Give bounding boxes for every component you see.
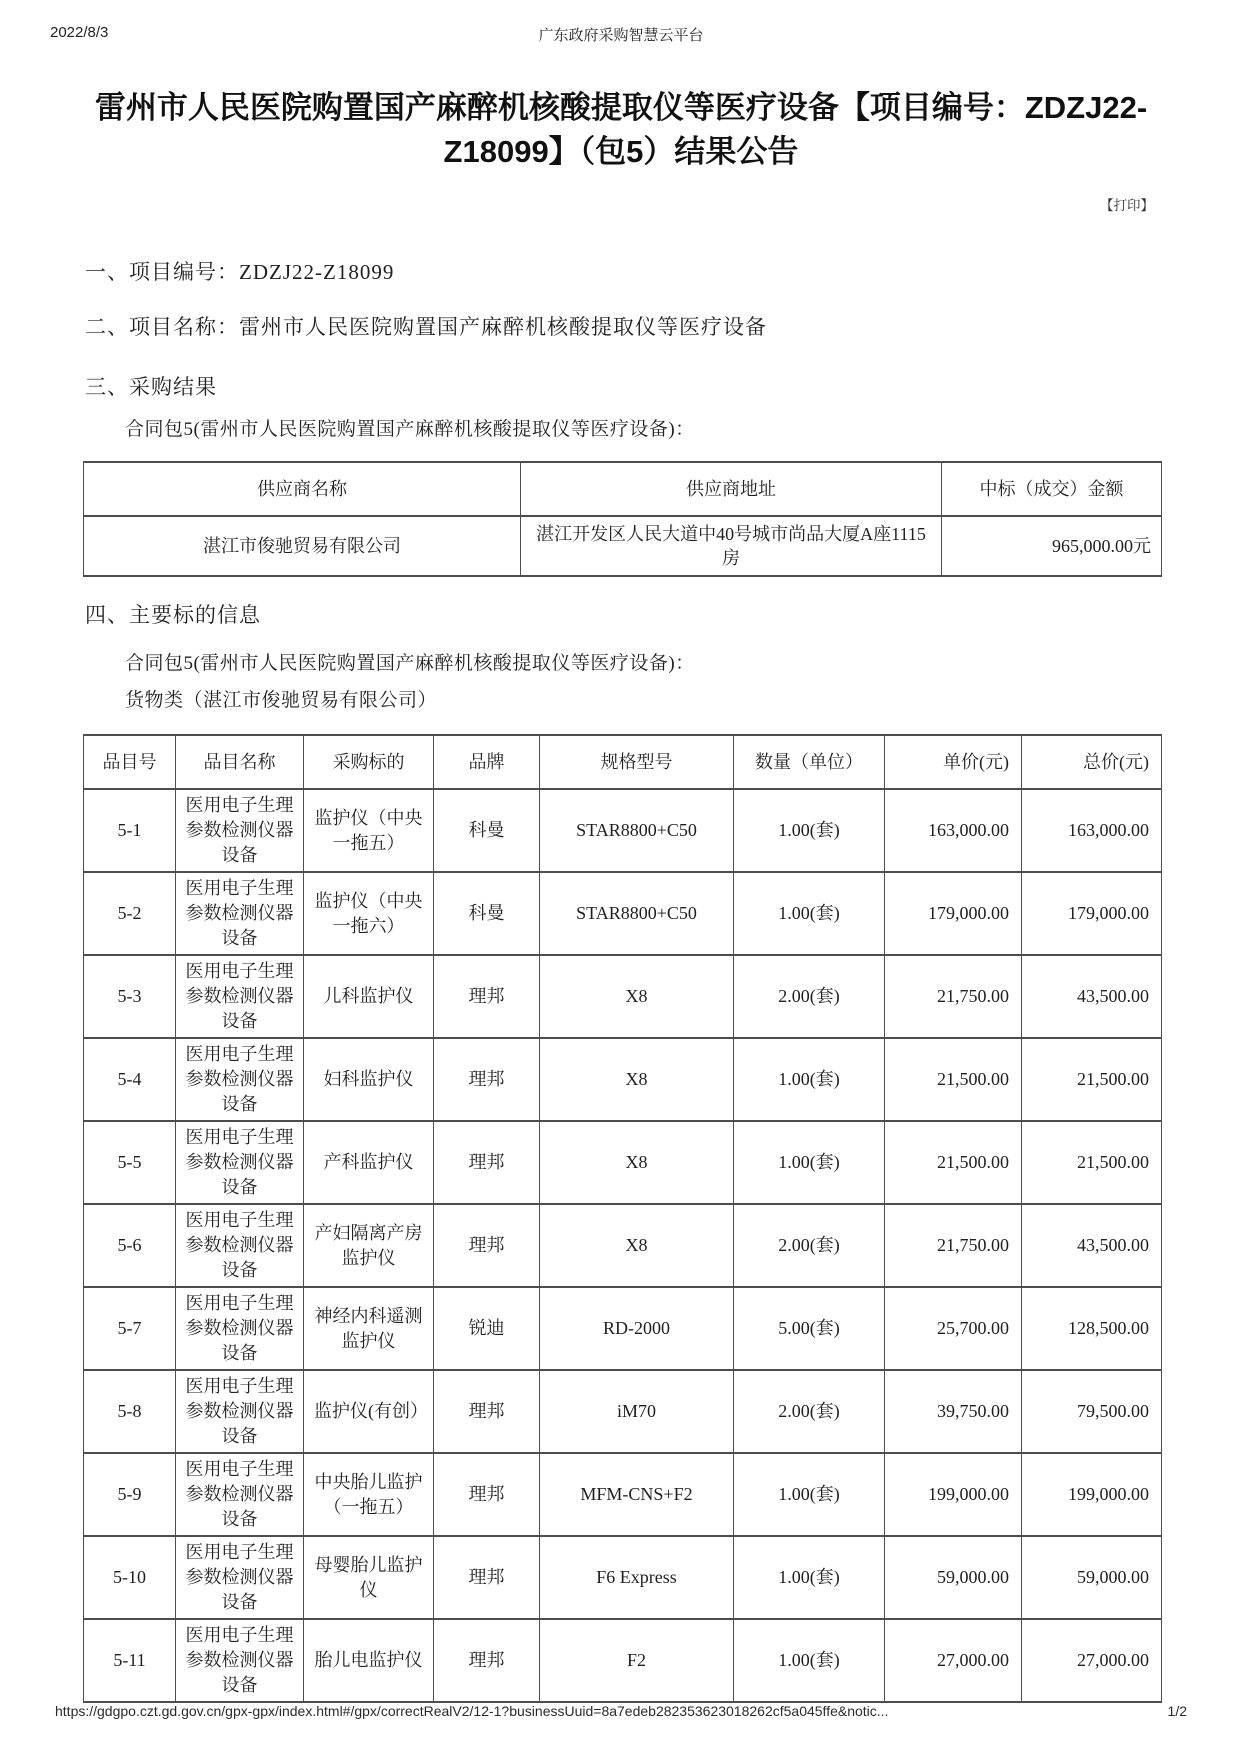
items-cell: iM70 bbox=[540, 1370, 734, 1453]
items-cell: 179,000.00 bbox=[1022, 872, 1162, 955]
items-cell: 5-8 bbox=[84, 1370, 176, 1453]
items-cell: 1.00(套) bbox=[734, 1453, 885, 1536]
page-title bbox=[0, 86, 1242, 174]
items-cell: 母婴胎儿监护仪 bbox=[304, 1536, 434, 1619]
page-indicator: 1/2 bbox=[1167, 1703, 1187, 1719]
items-cell: 27,000.00 bbox=[885, 1619, 1022, 1702]
items-cell: 43,500.00 bbox=[1022, 955, 1162, 1038]
items-cell: MFM-CNS+F2 bbox=[540, 1453, 734, 1536]
items-cell: 监护仪（中央一拖六） bbox=[304, 872, 434, 955]
items-row bbox=[84, 1370, 1162, 1453]
items-row bbox=[84, 1453, 1162, 1536]
print-footer bbox=[0, 1703, 1242, 1723]
items-cell: 1.00(套) bbox=[734, 1619, 885, 1702]
items-cell: 59,000.00 bbox=[885, 1536, 1022, 1619]
items-cell: X8 bbox=[540, 1038, 734, 1121]
items-cell: 43,500.00 bbox=[1022, 1204, 1162, 1287]
items-cell: 21,500.00 bbox=[1022, 1038, 1162, 1121]
supplier-result-column-header: 中标（成交）金额 bbox=[942, 462, 1162, 516]
items-cell: 医用电子生理参数检测仪器设备 bbox=[176, 1536, 304, 1619]
items-cell: X8 bbox=[540, 1204, 734, 1287]
supplier-result-header-row bbox=[84, 462, 1162, 516]
items-cell: 163,000.00 bbox=[885, 789, 1022, 872]
items-cell: 179,000.00 bbox=[885, 872, 1022, 955]
items-cell: 2.00(套) bbox=[734, 1204, 885, 1287]
items-cell: 医用电子生理参数检测仪器设备 bbox=[176, 789, 304, 872]
items-cell: 5-2 bbox=[84, 872, 176, 955]
items-cell: STAR8800+C50 bbox=[540, 872, 734, 955]
supplier-result-table bbox=[83, 461, 1162, 577]
items-row bbox=[84, 872, 1162, 955]
section-project-name: 二、项目名称：雷州市人民医院购置国产麻醉机核酸提取仪等医疗设备 bbox=[85, 315, 767, 339]
items-cell: 5.00(套) bbox=[734, 1287, 885, 1370]
section-procurement-result: 三、采购结果 bbox=[85, 375, 217, 399]
supplier-result-column-header: 供应商名称 bbox=[84, 462, 521, 516]
items-column-header: 采购标的 bbox=[304, 735, 434, 789]
goods-category-line: 货物类（湛江市俊驰贸易有限公司） bbox=[125, 690, 438, 711]
items-cell: 理邦 bbox=[434, 1038, 540, 1121]
items-cell: 199,000.00 bbox=[885, 1453, 1022, 1536]
items-header-row bbox=[84, 735, 1162, 789]
items-cell: 产科监护仪 bbox=[304, 1121, 434, 1204]
items-cell: 科曼 bbox=[434, 789, 540, 872]
items-cell: 1.00(套) bbox=[734, 1536, 885, 1619]
items-cell: 理邦 bbox=[434, 1453, 540, 1536]
items-column-header: 单价(元) bbox=[885, 735, 1022, 789]
items-cell: 妇科监护仪 bbox=[304, 1038, 434, 1121]
items-column-header: 品牌 bbox=[434, 735, 540, 789]
items-row bbox=[84, 1204, 1162, 1287]
items-cell: STAR8800+C50 bbox=[540, 789, 734, 872]
items-cell: 5-10 bbox=[84, 1536, 176, 1619]
items-cell: F2 bbox=[540, 1619, 734, 1702]
platform-name: 广东政府采购智慧云平台 bbox=[538, 27, 704, 44]
items-cell: 中央胎儿监护（一拖五） bbox=[304, 1453, 434, 1536]
items-cell: 1.00(套) bbox=[734, 872, 885, 955]
supplier-result-row bbox=[84, 516, 1162, 576]
items-cell: 科曼 bbox=[434, 872, 540, 955]
items-cell: 5-3 bbox=[84, 955, 176, 1038]
items-cell: 21,500.00 bbox=[885, 1121, 1022, 1204]
supplier-result-cell: 965,000.00元 bbox=[942, 516, 1162, 576]
print-button[interactable]: 【打印】 bbox=[1100, 198, 1154, 213]
items-cell: 59,000.00 bbox=[1022, 1536, 1162, 1619]
items-cell: 21,500.00 bbox=[1022, 1121, 1162, 1204]
items-row bbox=[84, 1536, 1162, 1619]
items-cell: 163,000.00 bbox=[1022, 789, 1162, 872]
items-cell: 5-5 bbox=[84, 1121, 176, 1204]
items-cell: 锐迪 bbox=[434, 1287, 540, 1370]
items-cell: X8 bbox=[540, 1121, 734, 1204]
contract-package-line-2: 合同包5(雷州市人民医院购置国产麻醉机核酸提取仪等医疗设备)： bbox=[125, 653, 695, 674]
items-row bbox=[84, 1287, 1162, 1370]
items-cell: 理邦 bbox=[434, 1121, 540, 1204]
supplier-result-body bbox=[84, 516, 1162, 576]
items-cell: 医用电子生理参数检测仪器设备 bbox=[176, 1453, 304, 1536]
items-cell: 39,750.00 bbox=[885, 1370, 1022, 1453]
items-cell: 医用电子生理参数检测仪器设备 bbox=[176, 955, 304, 1038]
supplier-result-column-header: 供应商地址 bbox=[521, 462, 942, 516]
items-row bbox=[84, 955, 1162, 1038]
items-row bbox=[84, 1619, 1162, 1702]
section-main-subject-info: 四、主要标的信息 bbox=[85, 603, 261, 627]
items-cell: 27,000.00 bbox=[1022, 1619, 1162, 1702]
items-cell: 5-11 bbox=[84, 1619, 176, 1702]
items-cell: 199,000.00 bbox=[1022, 1453, 1162, 1536]
items-row bbox=[84, 789, 1162, 872]
items-cell: 医用电子生理参数检测仪器设备 bbox=[176, 1121, 304, 1204]
page-title-line-2: Z18099】（包5）结果公告 bbox=[443, 134, 799, 169]
items-cell: F6 Express bbox=[540, 1536, 734, 1619]
footer-url: https://gdgpo.czt.gd.gov.cn/gpx-gpx/index.html#/gpx/correctRealV2/12-1?businessUuid=8a7edeb282353623018262cf5a045ffe&notic... bbox=[55, 1703, 889, 1719]
items-cell: 医用电子生理参数检测仪器设备 bbox=[176, 1038, 304, 1121]
items-cell: 医用电子生理参数检测仪器设备 bbox=[176, 872, 304, 955]
items-cell: X8 bbox=[540, 955, 734, 1038]
items-cell: 5-1 bbox=[84, 789, 176, 872]
section-project-number: 一、项目编号：ZDZJ22-Z18099 bbox=[85, 260, 395, 284]
items-column-header: 品目号 bbox=[84, 735, 176, 789]
items-cell: 25,700.00 bbox=[885, 1287, 1022, 1370]
supplier-result-cell: 湛江市俊驰贸易有限公司 bbox=[84, 516, 521, 576]
items-cell: 理邦 bbox=[434, 955, 540, 1038]
items-column-header: 总价(元) bbox=[1022, 735, 1162, 789]
items-cell: 医用电子生理参数检测仪器设备 bbox=[176, 1204, 304, 1287]
items-cell: 理邦 bbox=[434, 1536, 540, 1619]
items-cell: 21,750.00 bbox=[885, 955, 1022, 1038]
items-cell: 医用电子生理参数检测仪器设备 bbox=[176, 1370, 304, 1453]
items-cell: 2.00(套) bbox=[734, 955, 885, 1038]
items-cell: 2.00(套) bbox=[734, 1370, 885, 1453]
items-cell: 21,500.00 bbox=[885, 1038, 1022, 1121]
items-cell: 理邦 bbox=[434, 1204, 540, 1287]
items-cell: 监护仪(有创） bbox=[304, 1370, 434, 1453]
items-cell: 产妇隔离产房监护仪 bbox=[304, 1204, 434, 1287]
items-column-header: 品目名称 bbox=[176, 735, 304, 789]
items-cell: 1.00(套) bbox=[734, 1038, 885, 1121]
items-cell: 胎儿电监护仪 bbox=[304, 1619, 434, 1702]
items-row bbox=[84, 1038, 1162, 1121]
items-table bbox=[83, 734, 1162, 1703]
items-table-body bbox=[84, 789, 1162, 1702]
print-header bbox=[0, 24, 1242, 44]
print-date: 2022/8/3 bbox=[50, 24, 109, 41]
contract-package-line: 合同包5(雷州市人民医院购置国产麻醉机核酸提取仪等医疗设备)： bbox=[125, 419, 695, 440]
items-cell: 5-9 bbox=[84, 1453, 176, 1536]
items-cell: 医用电子生理参数检测仪器设备 bbox=[176, 1287, 304, 1370]
items-column-header: 规格型号 bbox=[540, 735, 734, 789]
items-cell: 理邦 bbox=[434, 1619, 540, 1702]
items-cell: 21,750.00 bbox=[885, 1204, 1022, 1287]
items-cell: 5-6 bbox=[84, 1204, 176, 1287]
items-cell: 128,500.00 bbox=[1022, 1287, 1162, 1370]
items-cell: 儿科监护仪 bbox=[304, 955, 434, 1038]
items-cell: 79,500.00 bbox=[1022, 1370, 1162, 1453]
items-cell: RD-2000 bbox=[540, 1287, 734, 1370]
items-cell: 监护仪（中央一拖五） bbox=[304, 789, 434, 872]
items-column-header: 数量（单位） bbox=[734, 735, 885, 789]
items-cell: 5-7 bbox=[84, 1287, 176, 1370]
items-row bbox=[84, 1121, 1162, 1204]
items-cell: 1.00(套) bbox=[734, 1121, 885, 1204]
page-title-line-1: 雷州市人民医院购置国产麻醉机核酸提取仪等医疗设备【项目编号：ZDZJ22- bbox=[94, 90, 1148, 125]
items-cell: 5-4 bbox=[84, 1038, 176, 1121]
print-button-row bbox=[0, 194, 1242, 212]
supplier-result-cell: 湛江开发区人民大道中40号城市尚品大厦A座1115房 bbox=[521, 516, 942, 576]
items-cell: 医用电子生理参数检测仪器设备 bbox=[176, 1619, 304, 1702]
items-cell: 1.00(套) bbox=[734, 789, 885, 872]
items-cell: 理邦 bbox=[434, 1370, 540, 1453]
items-cell: 神经内科遥测监护仪 bbox=[304, 1287, 434, 1370]
